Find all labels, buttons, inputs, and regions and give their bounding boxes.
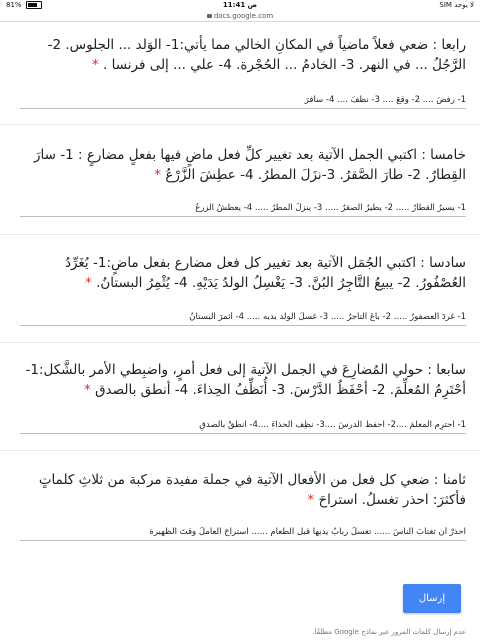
password-warning: عدم إرسال كلمات المرور عبر نماذج Google مطلقًا. — [312, 628, 466, 636]
required-asterisk: * — [91, 57, 99, 73]
required-asterisk: * — [84, 382, 91, 398]
section-divider — [0, 124, 480, 125]
required-asterisk: * — [154, 167, 162, 183]
question-7-answer[interactable]: 1- احترِم المعلِّمَ ....2- احفظْ الدرسَ ....3- نظِف الحذاءَ ....4- انطقْ بالصدقِ — [20, 420, 466, 434]
lock-icon — [207, 14, 212, 18]
section-divider — [0, 450, 480, 451]
question-6-title: سادسا : اكتبي الجُمَل الآتية بعد تغيير كل فعل مضارع بفعل ماضٍ:1- يُغَرِّدُ العُصْفُورُ. 2- يبيعُ التَّاجِرُ البُنَّ. 3- يَغْسِلُ الولدُ يَدَيْهِ. 4- يُثْمِرُ البستانُ. * — [64, 255, 466, 291]
question-8-answer[interactable]: احذرْ أن تغتابَ الناسَ ...... تغسلُ ربابُ يديها قبل الطعام ...... استراحَ العاملُ وقتَ الظهيرة — [20, 527, 466, 541]
url-text: docs.google.com — [213, 12, 274, 20]
section-divider — [0, 234, 480, 235]
question-4-answer[interactable]: 1- رفضَ .... 2- وقعَ .... 3- نظَفَ .... 4- سافرَ — [20, 95, 466, 109]
submit-button[interactable]: إرسال — [403, 584, 461, 613]
question-5-answer[interactable]: 1- يسيرُ القطارُ ..... 2- يطيرُ الصقرُ ..... 3- ينزلُ المطرُ ..... 4- يعطشُ الزرعُ — [20, 203, 466, 217]
question-7-title: سابعا : حولي المُضارِعَ في الجمل الآتية إلى فعل أمرٍ، واضبِطي الأمر بالشَّكل:1- أحْتَرِمُ المُعلِّمَ. 2- أحْفَظُ الدَّرْسَ. 3- أُنَظِّفُ الحِذاءَ. 4- أنطق بالصدق * — [25, 362, 466, 398]
section-divider — [0, 342, 480, 343]
required-asterisk: * — [85, 275, 92, 291]
question-4-title: رابعا : ضعي فعلاً ماضياً في المكانِ الخالي مما يأتي:1- الوَلد ... الجلوس. 2- الرَّجُلُ ... في النهر. 3- الخادمُ ... الحُجْرة. 4- علي ... إلى فرنسا . * — [47, 37, 466, 73]
address-bar[interactable] — [0, 11, 480, 22]
battery-percent: 81% — [6, 1, 22, 9]
required-asterisk: * — [307, 492, 315, 508]
status-bar — [0, 0, 480, 11]
question-8-title: ثامنا : ضعي كل فعل من الأفعال الآتية في جملة مفيدة مركبة من ثلاثِ كلماتٍ فأكثرَ: احذر تغسلُ. استراحَ * — [38, 472, 466, 508]
carrier-label: لا يوجد SIM — [439, 1, 474, 9]
question-6-answer[interactable]: 1- غردَ العصفورُ ..... 2- باعَ التاجرُ ..... 3- غسلَ الولد يديه ..... 4- أثمرَ البستانُ — [20, 312, 466, 326]
clock: 11:41 ص — [222, 1, 258, 9]
question-5-title: خامسا : اكتبي الجمل الآتية بعد تغيير كلِّ فعل ماضٍ فيها بفعلٍ مضارعٍ : 1- سارَ القِطارُ. 2- طارَ الصَّقرُ. 3-نزَلَ المطرُ. 4- عطِشَ الزَّرْعُ * — [34, 147, 466, 183]
